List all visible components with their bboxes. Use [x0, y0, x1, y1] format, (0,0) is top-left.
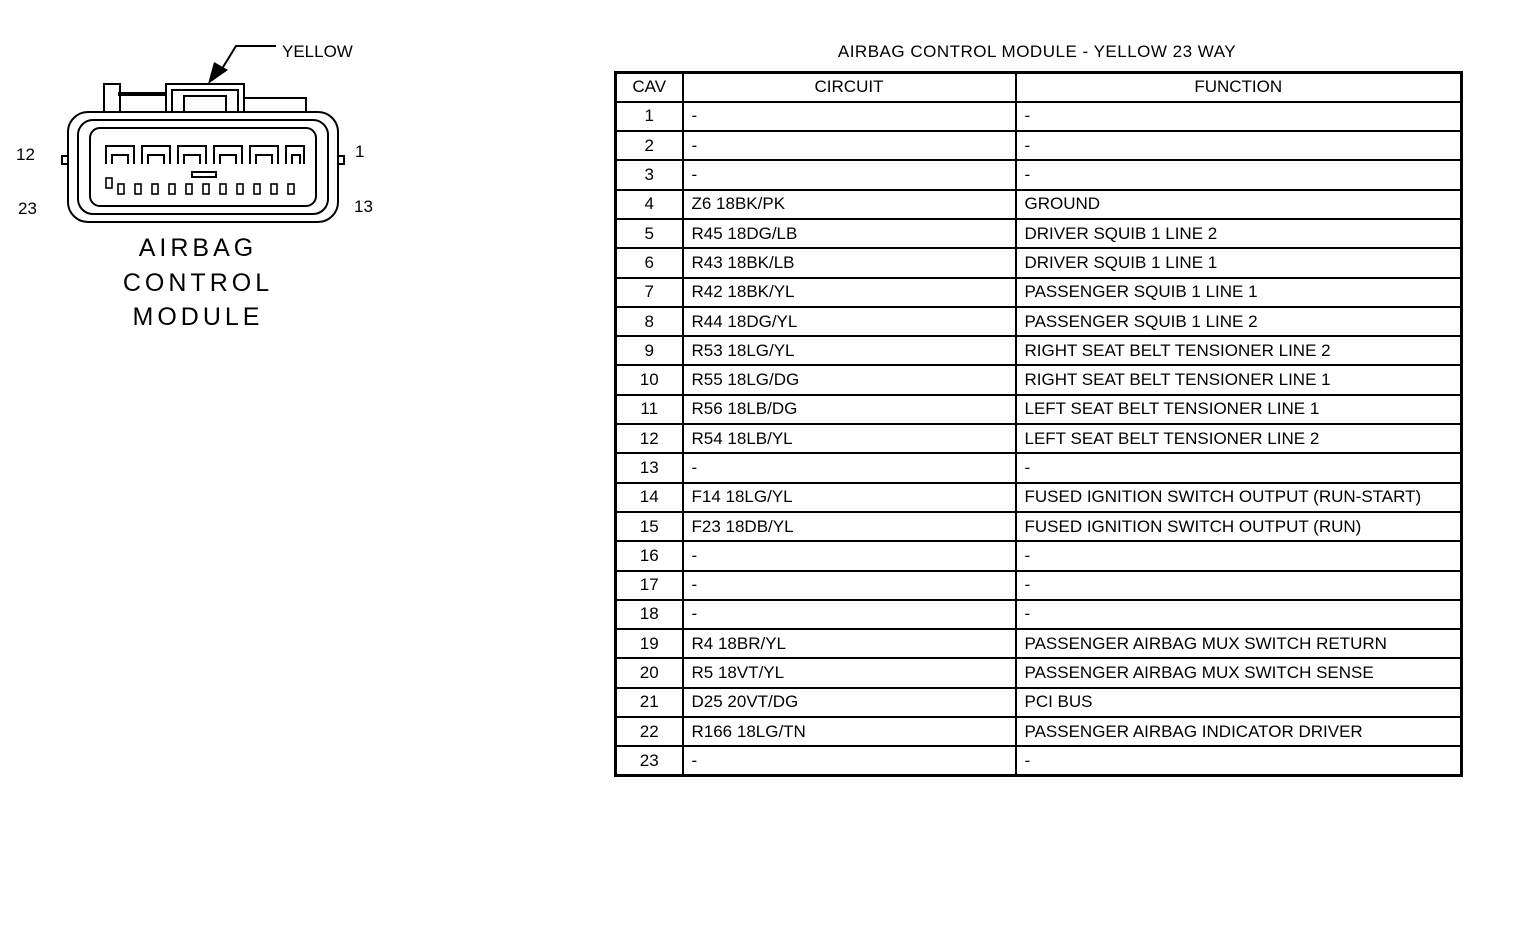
cell-circuit: R55 18LG/DG — [683, 365, 1016, 394]
cell-function: PASSENGER AIRBAG INDICATOR DRIVER — [1016, 717, 1462, 746]
module-name-line-2: CONTROL — [122, 269, 274, 297]
cell-function: - — [1016, 600, 1462, 629]
connector-latch — [104, 84, 306, 112]
cell-function: DRIVER SQUIB 1 LINE 1 — [1016, 248, 1462, 277]
cell-circuit: R5 18VT/YL — [683, 658, 1016, 687]
cell-circuit: R44 18DG/YL — [683, 307, 1016, 336]
cell-function: PASSENGER SQUIB 1 LINE 1 — [1016, 278, 1462, 307]
pin-label-13: 13 — [354, 197, 373, 216]
cell-function: - — [1016, 160, 1462, 189]
header-circuit: CIRCUIT — [683, 73, 1016, 102]
table-row — [616, 190, 1462, 219]
cell-circuit: D25 20VT/DG — [683, 688, 1016, 717]
table-row — [616, 102, 1462, 131]
cell-function: - — [1016, 571, 1462, 600]
cell-circuit: - — [683, 102, 1016, 131]
table-header-row — [616, 73, 1462, 102]
cell-circuit: F14 18LG/YL — [683, 483, 1016, 512]
pin-label-12: 12 — [16, 145, 35, 164]
header-function: FUNCTION — [1016, 73, 1462, 102]
cell-function: FUSED IGNITION SWITCH OUTPUT (RUN) — [1016, 512, 1462, 541]
wire-color-label: YELLOW — [282, 42, 353, 61]
table-row — [616, 541, 1462, 570]
cell-circuit: - — [683, 600, 1016, 629]
cell-circuit: - — [683, 131, 1016, 160]
cell-function: - — [1016, 541, 1462, 570]
cell-cav: 5 — [616, 219, 683, 248]
connector-face-drawing — [0, 0, 420, 240]
cell-function: LEFT SEAT BELT TENSIONER LINE 2 — [1016, 424, 1462, 453]
table-row — [616, 219, 1462, 248]
cell-cav: 1 — [616, 102, 683, 131]
cell-cav: 10 — [616, 365, 683, 394]
cell-cav: 21 — [616, 688, 683, 717]
cell-cav: 23 — [616, 746, 683, 775]
table-title: AIRBAG CONTROL MODULE - YELLOW 23 WAY — [837, 42, 1237, 61]
table-row — [616, 746, 1462, 775]
cell-function: DRIVER SQUIB 1 LINE 2 — [1016, 219, 1462, 248]
connector-bottom-row-cavities — [106, 178, 294, 194]
module-name-line-1: AIRBAG — [138, 234, 258, 262]
cell-function: PCI BUS — [1016, 688, 1462, 717]
cell-cav: 15 — [616, 512, 683, 541]
connector-body — [62, 112, 344, 222]
table-row — [616, 453, 1462, 482]
cell-cav: 8 — [616, 307, 683, 336]
table-row — [616, 336, 1462, 365]
cell-cav: 9 — [616, 336, 683, 365]
cell-circuit: R45 18DG/LB — [683, 219, 1016, 248]
cell-circuit: - — [683, 746, 1016, 775]
connector-diagram — [0, 0, 420, 360]
cell-cav: 6 — [616, 248, 683, 277]
table-row — [616, 365, 1462, 394]
cell-circuit: - — [683, 541, 1016, 570]
cell-cav: 7 — [616, 278, 683, 307]
table-row — [616, 248, 1462, 277]
cell-cav: 13 — [616, 453, 683, 482]
cell-function: PASSENGER AIRBAG MUX SWITCH SENSE — [1016, 658, 1462, 687]
table-row — [616, 424, 1462, 453]
cell-cav: 2 — [616, 131, 683, 160]
cell-cav: 18 — [616, 600, 683, 629]
table-row — [616, 658, 1462, 687]
table-row — [616, 307, 1462, 336]
table-row — [616, 717, 1462, 746]
cell-cav: 16 — [616, 541, 683, 570]
cell-circuit: R4 18BR/YL — [683, 629, 1016, 658]
connector-top-row-terminals — [106, 146, 304, 164]
cell-cav: 22 — [616, 717, 683, 746]
header-cav: CAV — [616, 73, 683, 102]
cell-circuit: - — [683, 571, 1016, 600]
cell-circuit: R54 18LB/YL — [683, 424, 1016, 453]
cell-function: RIGHT SEAT BELT TENSIONER LINE 2 — [1016, 336, 1462, 365]
table-row — [616, 160, 1462, 189]
cell-cav: 19 — [616, 629, 683, 658]
cell-cav: 20 — [616, 658, 683, 687]
cell-function: PASSENGER SQUIB 1 LINE 2 — [1016, 307, 1462, 336]
cell-cav: 12 — [616, 424, 683, 453]
connector-key-slot — [192, 172, 216, 177]
module-name-line-3: MODULE — [132, 303, 264, 331]
pinout-table — [614, 71, 1463, 777]
cell-cav: 4 — [616, 190, 683, 219]
cell-function: - — [1016, 131, 1462, 160]
table-row — [616, 512, 1462, 541]
cell-circuit: - — [683, 160, 1016, 189]
cell-circuit: R166 18LG/TN — [683, 717, 1016, 746]
table-row — [616, 600, 1462, 629]
table-row — [616, 629, 1462, 658]
table-row — [616, 131, 1462, 160]
pin-label-1: 1 — [355, 142, 365, 161]
cell-circuit: - — [683, 453, 1016, 482]
cell-function: - — [1016, 102, 1462, 131]
cell-circuit: R43 18BK/LB — [683, 248, 1016, 277]
cell-cav: 3 — [616, 160, 683, 189]
cell-circuit: Z6 18BK/PK — [683, 190, 1016, 219]
cell-circuit: R56 18LB/DG — [683, 395, 1016, 424]
cell-cav: 14 — [616, 483, 683, 512]
cell-circuit: R53 18LG/YL — [683, 336, 1016, 365]
cell-function: - — [1016, 453, 1462, 482]
cell-function: LEFT SEAT BELT TENSIONER LINE 1 — [1016, 395, 1462, 424]
cell-function: GROUND — [1016, 190, 1462, 219]
cell-cav: 11 — [616, 395, 683, 424]
table-row — [616, 278, 1462, 307]
cell-function: - — [1016, 746, 1462, 775]
cell-function: FUSED IGNITION SWITCH OUTPUT (RUN-START) — [1016, 483, 1462, 512]
cell-circuit: R42 18BK/YL — [683, 278, 1016, 307]
cell-cav: 17 — [616, 571, 683, 600]
table-row — [616, 571, 1462, 600]
cell-circuit: F23 18DB/YL — [683, 512, 1016, 541]
pin-label-23: 23 — [18, 199, 37, 218]
wire-color-leader-arrow — [208, 46, 276, 84]
table-row — [616, 395, 1462, 424]
cell-function: PASSENGER AIRBAG MUX SWITCH RETURN — [1016, 629, 1462, 658]
cell-function: RIGHT SEAT BELT TENSIONER LINE 1 — [1016, 365, 1462, 394]
table-row — [616, 483, 1462, 512]
table-body — [616, 102, 1462, 776]
table-row — [616, 688, 1462, 717]
